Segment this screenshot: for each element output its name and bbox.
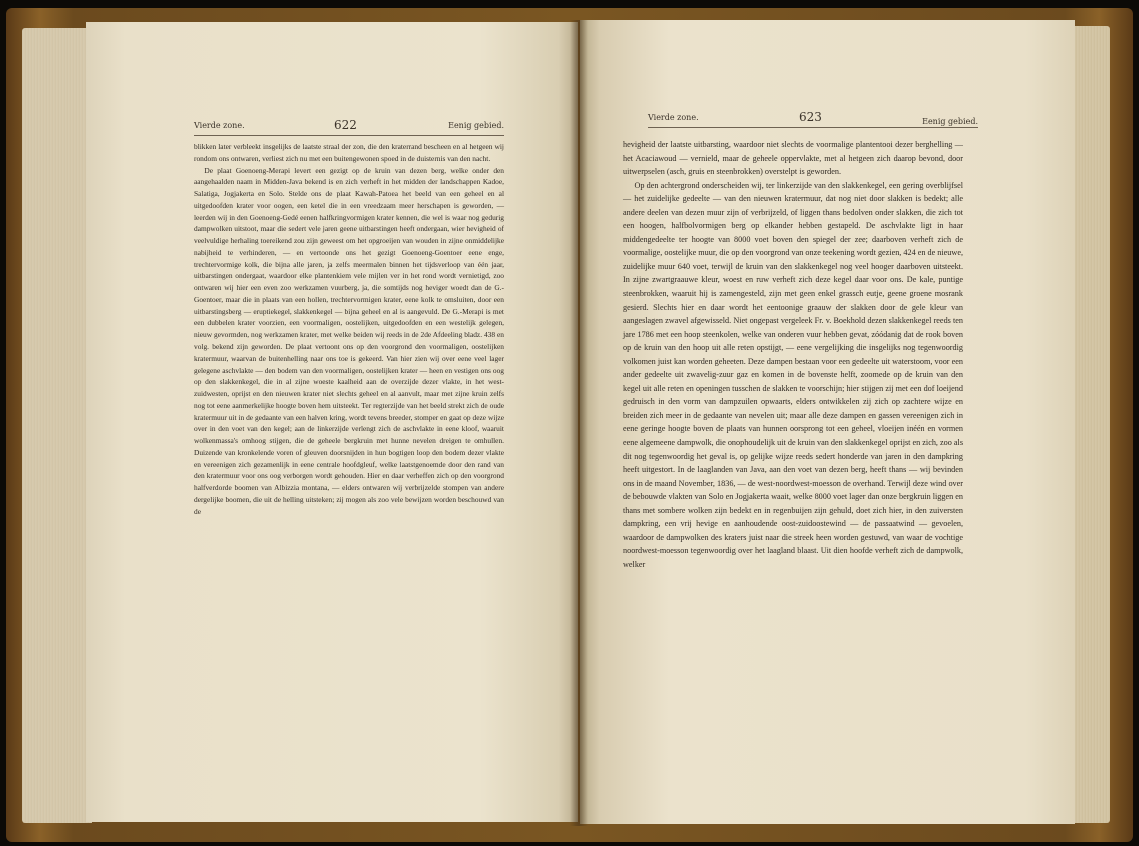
paragraph: hevigheid der laatste uitbarsting, waardoor niet slechts de voormalige plantentooi dezer berghelling — het Acaciawoud — vernield, maar de geheele oppervlakte, met al hetgeen zich daarop bevond, door uitwerpselen (asch, gruis en steenbrokken) overstelpt is geworden. (623, 140, 963, 177)
right-page-header (580, 110, 1075, 130)
left-header-section: Vierde zone. (194, 121, 245, 130)
left-page-header (86, 112, 578, 132)
left-header-region: Eenig gebied. (448, 121, 504, 130)
right-page-number: 623 (799, 110, 822, 124)
left-header-rule (194, 135, 504, 136)
right-header-region: Eenig gebied. (922, 117, 978, 126)
right-header-rule (648, 127, 978, 128)
right-page-body (623, 138, 963, 572)
paragraph: De plaat Goenoeng-Merapi levert een gezigt op de kruin van dezen berg, welke onder den aangehaalden naam in Midden-Java bekend is en zich verheft in het midden der landschappen Kadoe, Salatiga, Jogjakerta en Solo. Stelde ons de plaat Kawah-Patoea het beeld van een geheel en al uitgedoofden krater voor oogen, een ketel die in een vreedzaam meer herschapen is geworden, — leerden wij in den Goenoeng-Gedé eenen halfkringvormigen krater kennen, die wel is waar nog gedurig dampwolken uitstoot, maar die sedert vele jaren geene uitbarstingen heeft ondergaan, wier hevigheid of veelvuldige herhaling toereikend zou zijn geweest om het opgroeijen van wouden in zijne onmiddelijke nabijheid te verhinderen, — en vertoonde ons het gezigt Goenoeng-Goentoer eene enge, trechtervormige kolk, die bijna alle jaren, ja zelfs meermalen binnen het tijdsverloop van één jaar, uitbarstingen ondergaat, waardoor elke plantenkiem vele mijlen ver in het rond wordt vernietigd, zoo ontwaren wij hier een even zoo werkzamen vuurberg, ja, die somtijds nog heviger woedt dan de G.-Goentoer, maar die in plaats van een hollen, trechtervormigen krater, eene kolk te omsluiten, door een uitbarstingsberg — eruptiekegel, slakkenkegel — bijna geheel en al is aangevuld. De G.-Merapi is met een dubbelen krater voorzien, een voormaligen, oostelijken, uitgedoofden en een westelijk gelegen, nieuw gevormden, nog werkzamen krater, met welke beiden wij reeds in de 2de Afdeeling bladz. 438 en volg. bekend zijn geworden. De plaat vertoont ons op den voorgrond den voormaligen, oostelijken kratermuur, waarvan de buitenhelling naar ons toe is gekeerd. Van hier zien wij over eene veel lager gelegene aschvlakte — den bodem van den voormaligen, oostelijken krater — heen en vestigen ons oog op den slakkenkegel, die in al zijne woeste kaalheid aan de overzijde dezer vlakte, in het west-zuidwesten, oprijst en den nieuwen krater niet slechts geheel en al aanvult, maar met zijne kruin zelfs nog tot eene aanmerkelijke hoogte boven hem uitsteekt. Ter regterzijde van het beeld strekt zich de oude kratermuur uit in de gedaante van een halven kring, wordt tevens breeder, stomper en gaat op deze wijze over in den voet van den kegel; aan de linkerzijde verlengt zich de aschvlakte in eene kloof, waaruit wolkenmassa's omhoog stijgen, die de geheele bergkruin met hunne nevelen dreigen te omhullen. Duizende van kronkelende voren of gleuven doorsnijden in hun bogtigen loop den bodem dezer vlakte en vereenigen zich gezamenlijk in eene centrale hoofdgleuf, welke laatstgenoemde door den rand van den kratermuur voor ons oog verborgen wordt gehouden. Hier en daar verheffen zich op den voorgrond halfverdorde boomen van Albizzia montana, — elders ontwaren wij verbrijzelde stompen van andere dergelijke boomen, die uit de helling uitsteken; zij mogen als zoo vele bewijzen worden beschouwd van de (194, 165, 504, 516)
page-edges-left (22, 28, 92, 823)
paragraph: blikken later verbleekt insgelijks de laatste straal der zon, die den kraterrand bescheen en al hetgeen wij rondom ons ontwaren, verliest zich nu met een buitengewonen spoed in de duisternis van den nacht. (194, 142, 504, 163)
left-page-body (194, 141, 504, 518)
page-edges-right (1070, 26, 1110, 823)
book-gutter (570, 20, 588, 826)
paragraph: Op den achtergrond onderscheiden wij, ter linkerzijde van den slakkenkegel, een gering overblijfsel — het zuidelijke gedeelte — van den nieuwen kratermuur, dat nog niet door slakken is bedekt; alle andere deelen van dezen muur zijn of verbrijzeld, of liggen thans bedolven onder slakken, die zich tot een hoogen, halfbolvormigen berg op elkander hebben gestapeld. De aschvlakte ligt in haar middengedeelte ter hoogte van 8000 voet boven den spiegel der zee; daarboven verheft zich de voormalige, oostelijke muur, die op den voorgrond van onze teekening wordt gezien, 424 en de nieuwe, zuidelijke muur 640 voet, terwijl de kruin van den slakkenkegel nog veel hooger daarboven uitsteekt. In zijne zwartgraauwe kleur, woest en ruw verheft zich deze kegel daar voor ons. De kale, puntige steenbrokken, waaruit hij is zamengesteld, zijn met geen enkel grassch eutje, geene groene mosrank gesierd. Slechts hier en daar wordt het eentoonige graauw der slakken door de gele kleur van aangeslagen zwavel afgewisseld. Niet ongepast vergeleek Fr. v. Boekhold dezen slakkenkegel reeds ten jare 1786 met een hoop steenkolen, welke van onderen vuur hebben gevat, zóódanig dat de rook boven op de kruin van den hoop uit alle reten opstijgt, — eene vergelijking die insgelijks nog tegenwoordig volkomen juist kan worden geheeten. Deze dampen bestaan voor een gedeelte uit waterstoom, voor een ander gedeelte uit zwavelig-zuur gaz en komen in de bovenste helft, zoomede op de kruin van den kegel uit alle reten en openingen tusschen de slakken te voorschijn; hier stijgen zij met een dof loeijend gedruisch in den vorm van dampzuilen opwaarts, elders ontwikkelen zij zich op zachtere wijze en breiden zich meer in de gedaante van nevelen uit; maar alle deze dampen en gassen vereenigen zich in eene geringe hoogte boven de plaats van hunnen oorsprong tot een geheel, vloeijen inéén en vormen eene algemeene dampwolk, die onophoudelijk uit de kruin van den slakkenkegel oprijst en zich, zoo als dit nog tegenwoordig het geval is, op gelijke wijze reeds sedert honderde van jaren in den dampkring heeft uitgestort. In de laaglanden van Java, aan den voet van dezen berg, heeft thans — wij bevinden ons in de maand November, 1836, — de west-noordwest-moesson de overhand. Terwijl deze wind over de bebouwde vlakten van Solo en Jogjakerta waait, welke 8000 voet lager dan onze bergkruin liggen en thans met sombere wolken zijn bedekt en in regenbuijen zijn gehuld, doet zich hier, in den zuiversten dampkring, een vrij hevige en aanhoudende oost-zuidoostewind — de passaatwind — gevoelen, waardoor de dampwolken des kraters juist naar die streek heen worden gestuwd, van waar de vochtige noordwest-moesson tegenwoordig over het laagland blaast. Uit dien hoofde verheft zich de dampwolk, welker (623, 180, 963, 569)
left-page (86, 22, 578, 822)
right-header-section: Vierde zone. (648, 113, 699, 122)
left-page-number: 622 (334, 118, 357, 132)
right-page (580, 20, 1075, 824)
